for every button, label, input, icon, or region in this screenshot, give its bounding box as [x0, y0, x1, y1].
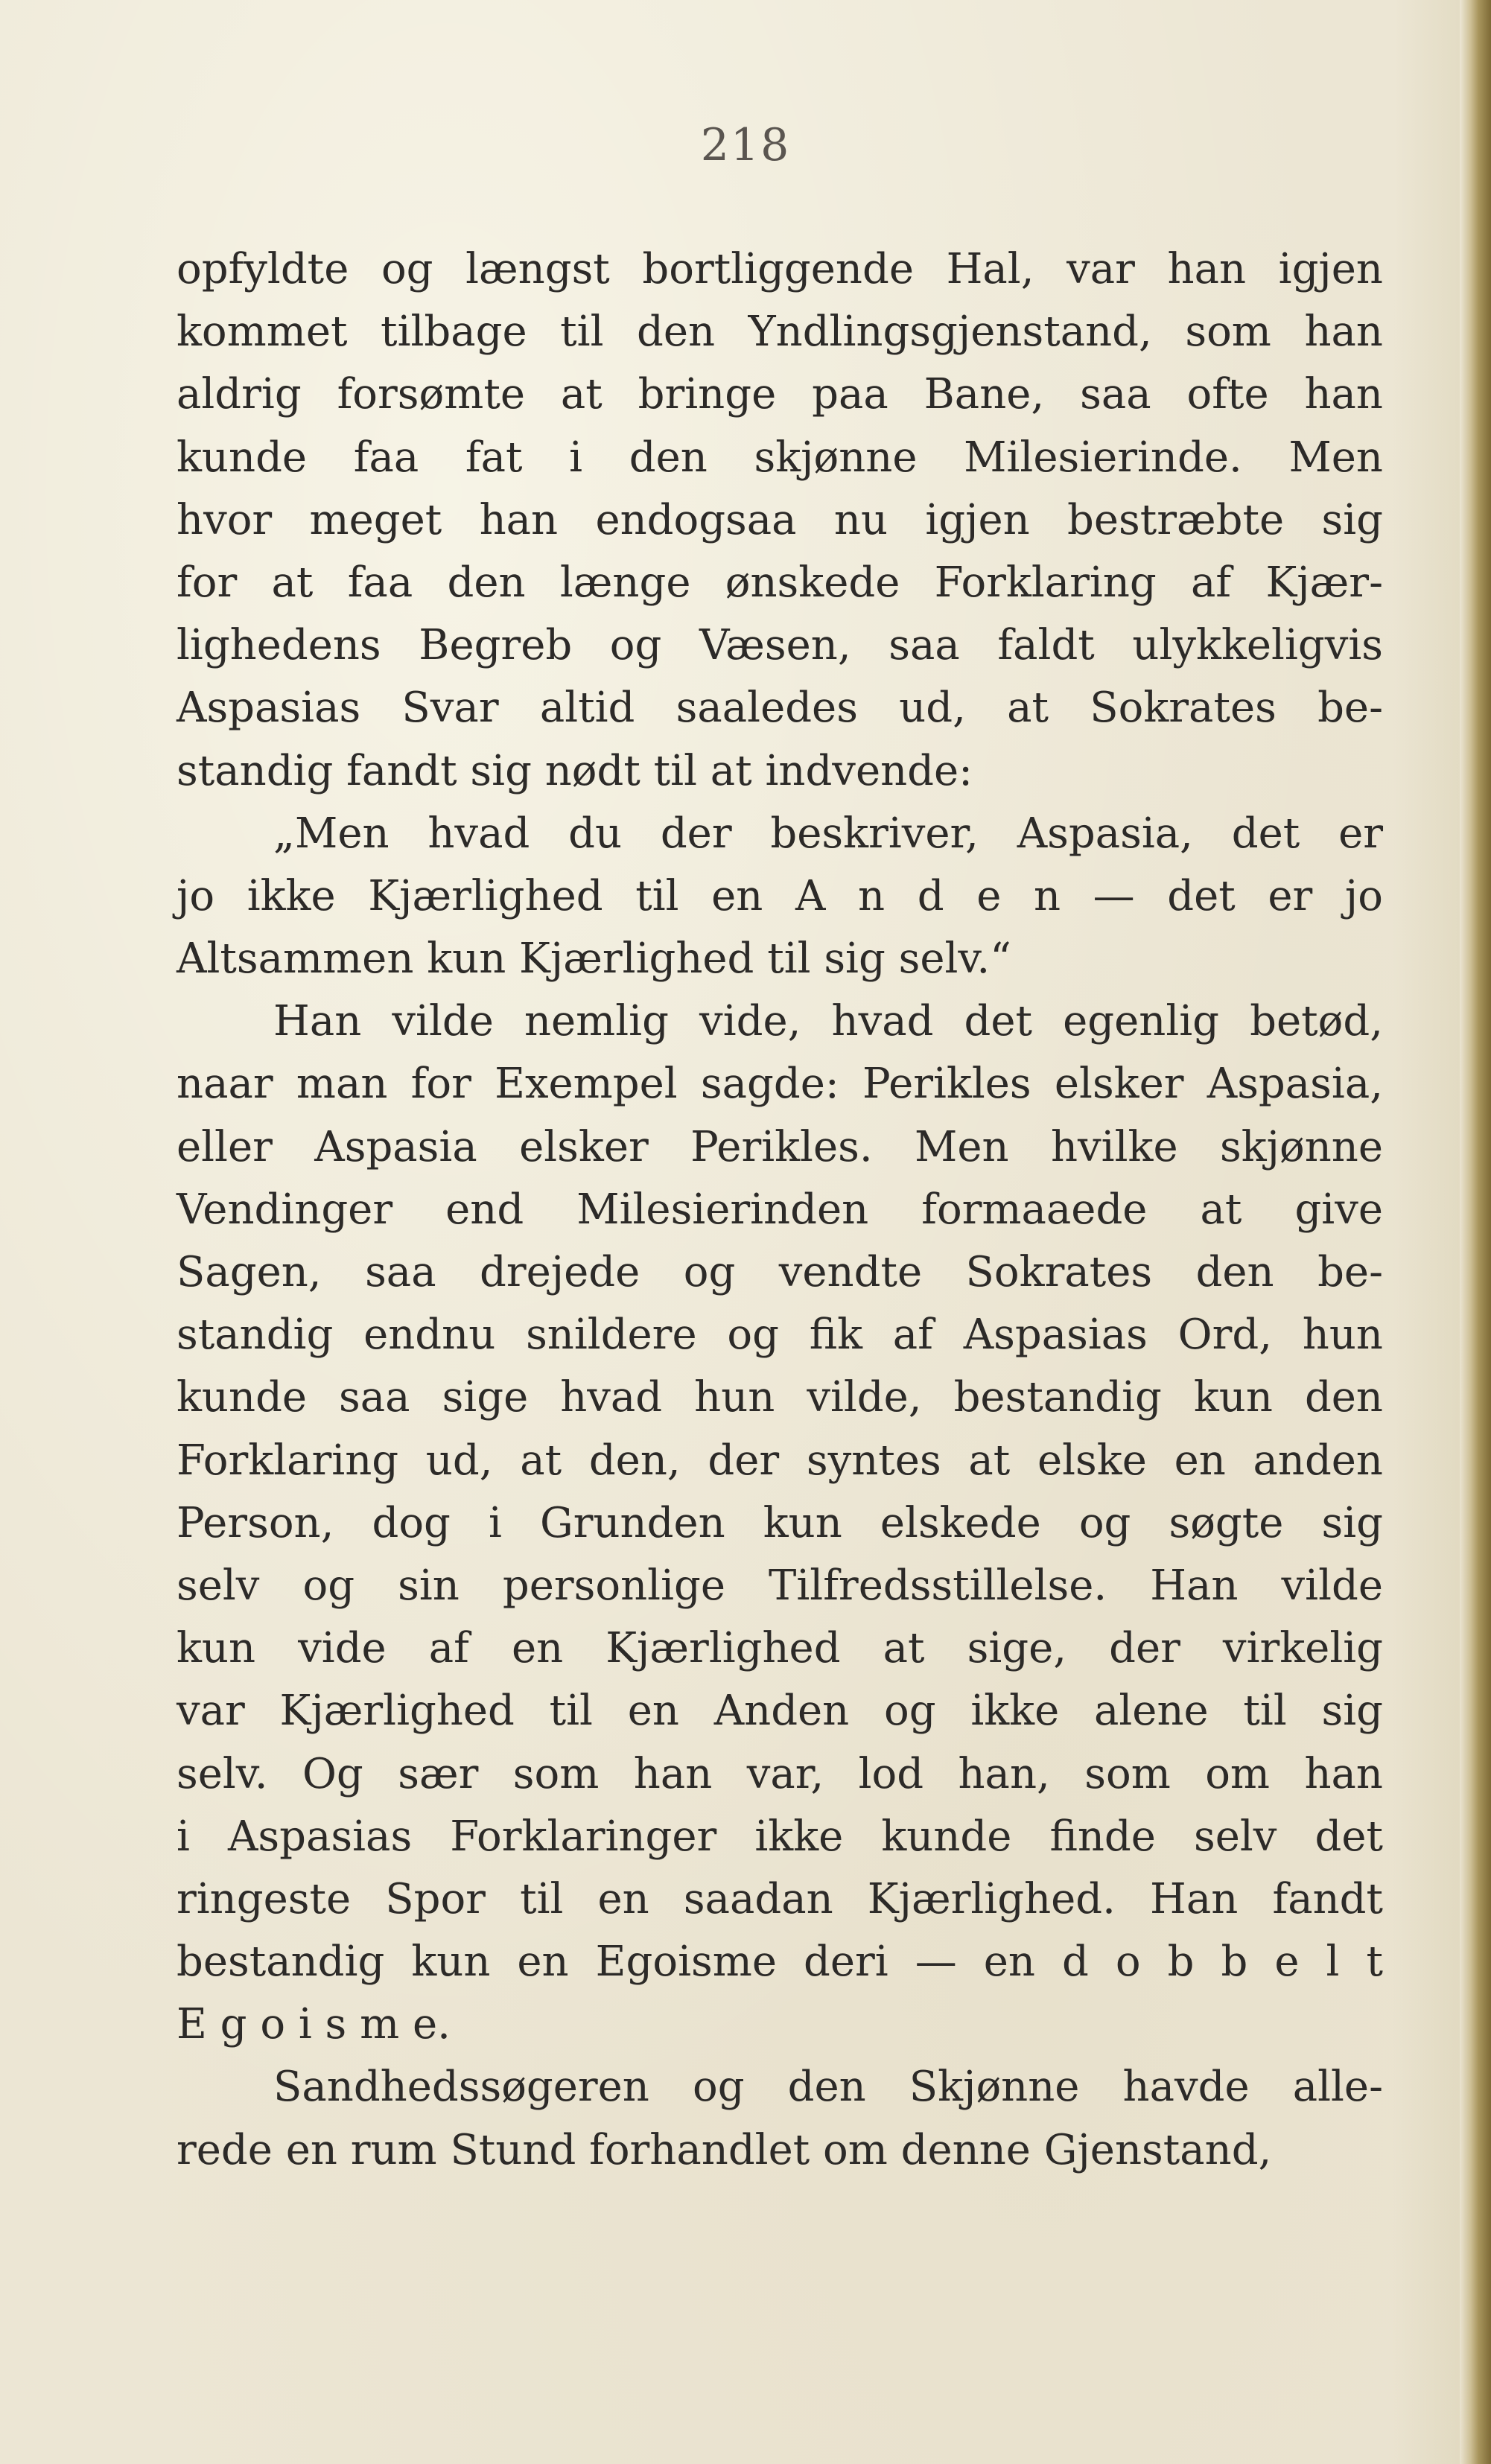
- text-line: kunde faa fat i den skjønne Milesierinde. Men: [177, 433, 1383, 482]
- text-line: rede en rum Stund forhandlet om denne Gjenstand,: [177, 2125, 1272, 2174]
- text-line: eller Aspasia elsker Perikles. Men hvilke skjønne: [177, 1122, 1383, 1171]
- text-line: Aspasias Svar altid saaledes ud, at Sokrates be-: [177, 684, 1383, 733]
- page-edge: [1460, 0, 1491, 2464]
- text-line: Sandhedssøgeren og den Skjønne havde alle-: [273, 2063, 1383, 2112]
- text-line: bestandig kun en Egoisme deri — en d o b b e l t: [177, 1938, 1383, 1987]
- text-line: Forklaring ud, at den, der syntes at elske en anden: [177, 1436, 1383, 1485]
- text-line: kunde saa sige hvad hun vilde, bestandig kun den: [177, 1373, 1383, 1422]
- text-line: Altsammen kun Kjærlighed til sig selv.“: [177, 935, 1011, 984]
- text-line: Person, dog i Grunden kun elskede og søgte sig: [177, 1498, 1383, 1547]
- page-number: 218: [700, 119, 791, 171]
- text-line: lighedens Begreb og Væsen, saa faldt ulykkeligvis: [177, 621, 1383, 670]
- text-line: for at faa den længe ønskede Forklaring af Kjær-: [177, 558, 1383, 607]
- text-line: selv. Og sær som han var, lod han, som om han: [177, 1749, 1383, 1798]
- text-line: ringeste Spor til en saadan Kjærlighed. Han fandt: [177, 1874, 1383, 1923]
- text-line: selv og sin personlige Tilfredsstillelse. Han vilde: [177, 1561, 1383, 1610]
- text-line: aldrig forsømte at bringe paa Bane, saa ofte han: [177, 370, 1383, 419]
- text-line: standig fandt sig nødt til at indvende:: [177, 746, 973, 795]
- text-line: Vendinger end Milesierinden formaaede at give: [177, 1185, 1383, 1234]
- text-line: naar man for Exempel sagde: Perikles elsker Aspasia,: [177, 1060, 1383, 1109]
- text-line: opfyldte og længst bortliggende Hal, var han igjen: [177, 245, 1383, 293]
- text-line: hvor meget han endogsaa nu igjen bestræbte sig: [177, 495, 1383, 544]
- text-line: standig endnu snildere og fik af Aspasias Ord, hun: [177, 1311, 1383, 1360]
- text-line: Sagen, saa drejede og vendte Sokrates den be-: [177, 1248, 1383, 1296]
- text-line: kun vide af en Kjærlighed at sige, der virkelig: [177, 1624, 1383, 1673]
- text-line: var Kjærlighed til en Anden og ikke alene til sig: [177, 1687, 1383, 1736]
- text-line: jo ikke Kjærlighed til en A n d e n — det er jo: [177, 871, 1383, 920]
- text-line: „Men hvad du der beskriver, Aspasia, det er: [273, 809, 1383, 858]
- body-text: [177, 238, 1383, 2182]
- text-line: Han vilde nemlig vide, hvad det egenlig betød,: [273, 997, 1383, 1046]
- text-line: i Aspasias Forklaringer ikke kunde finde selv det: [177, 1812, 1383, 1861]
- page-edge-shadow: [1393, 0, 1460, 2464]
- text-line: kommet tilbage til den Yndlingsgjenstand, som han: [177, 308, 1383, 357]
- text-line: E g o i s m e.: [177, 2000, 451, 2049]
